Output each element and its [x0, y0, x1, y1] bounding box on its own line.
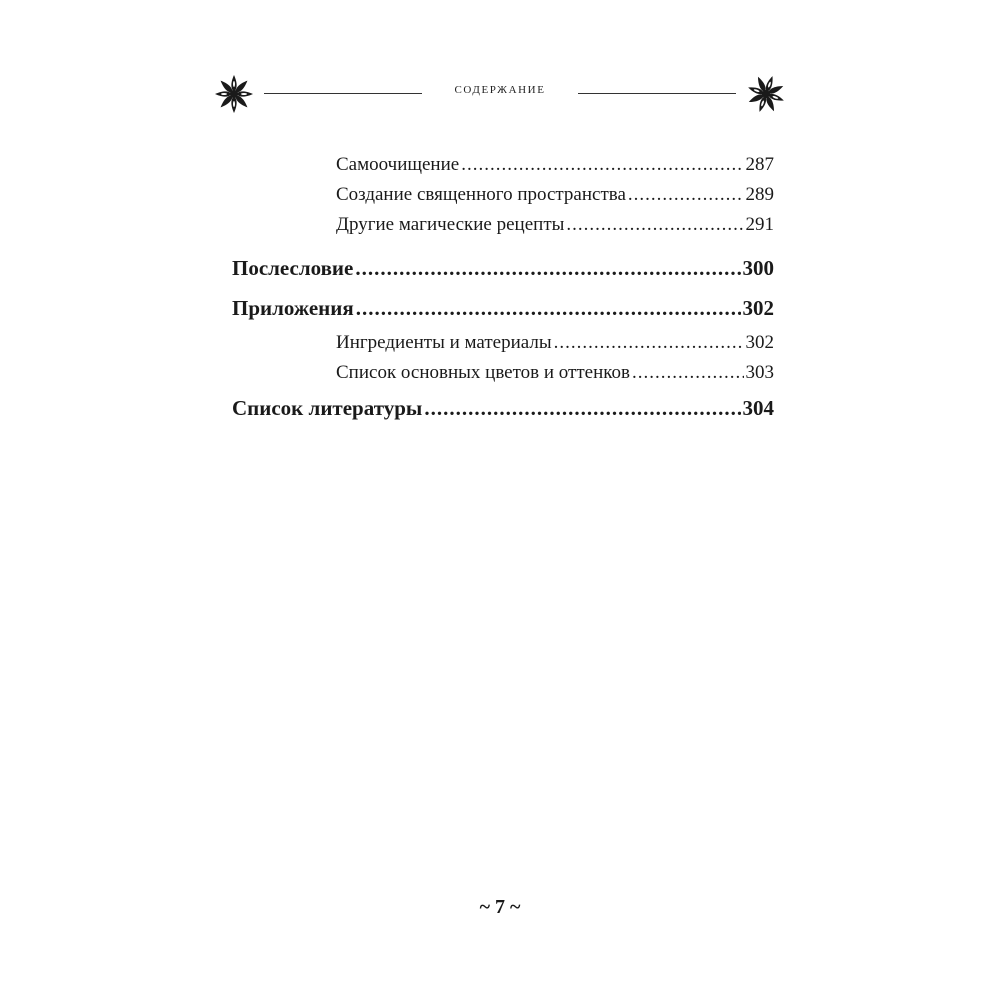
- page-number: ~ 7 ~: [479, 896, 521, 918]
- dot-leader: [554, 328, 744, 358]
- toc-chapter-entry[interactable]: [232, 288, 774, 328]
- toc-entry-page: 291: [745, 214, 774, 235]
- header-rule-right: [578, 93, 736, 94]
- toc-chapter-entry[interactable]: [232, 388, 774, 428]
- toc-entry-page: 304: [742, 396, 774, 420]
- toc-entry-page: 287: [745, 154, 774, 175]
- toc-entry-page: 300: [742, 256, 774, 280]
- toc-entry-page: 303: [745, 362, 774, 383]
- dot-leader: [424, 388, 740, 428]
- toc-entry-title: Самоочищение: [336, 154, 460, 175]
- header-rule-left: [264, 93, 422, 94]
- toc-chapter-entry[interactable]: [232, 248, 774, 288]
- toc-entry[interactable]: [232, 328, 774, 358]
- toc-entry[interactable]: [232, 358, 774, 388]
- toc-entry-title: Другие магические рецепты: [336, 214, 565, 235]
- star-anise-icon: [746, 74, 786, 114]
- toc-entry-title: Послесловие: [232, 256, 354, 280]
- dot-leader: [566, 210, 743, 240]
- dot-leader: [356, 288, 741, 328]
- dot-leader: [632, 358, 744, 388]
- toc-entry-title: Список литературы: [232, 396, 423, 420]
- toc-entry-page: 302: [745, 332, 774, 353]
- toc-entry[interactable]: [232, 150, 774, 180]
- running-header: [214, 70, 786, 120]
- table-of-contents: [232, 150, 774, 428]
- star-anise-icon: [214, 74, 254, 114]
- dot-leader: [461, 150, 743, 180]
- toc-entry-title: Список основных цветов и оттенков: [336, 362, 630, 383]
- dot-leader: [355, 248, 740, 288]
- toc-entry-page: 289: [745, 184, 774, 205]
- toc-entry-title: Ингредиенты и материалы: [336, 332, 552, 353]
- toc-entry-title: Создание священного пространства: [336, 184, 626, 205]
- toc-entry-page: 302: [742, 296, 774, 320]
- dot-leader: [628, 180, 744, 210]
- toc-entry[interactable]: [232, 180, 774, 210]
- toc-entry[interactable]: [232, 210, 774, 240]
- toc-entry-title: Приложения: [232, 296, 354, 320]
- header-title: содержание: [454, 81, 546, 97]
